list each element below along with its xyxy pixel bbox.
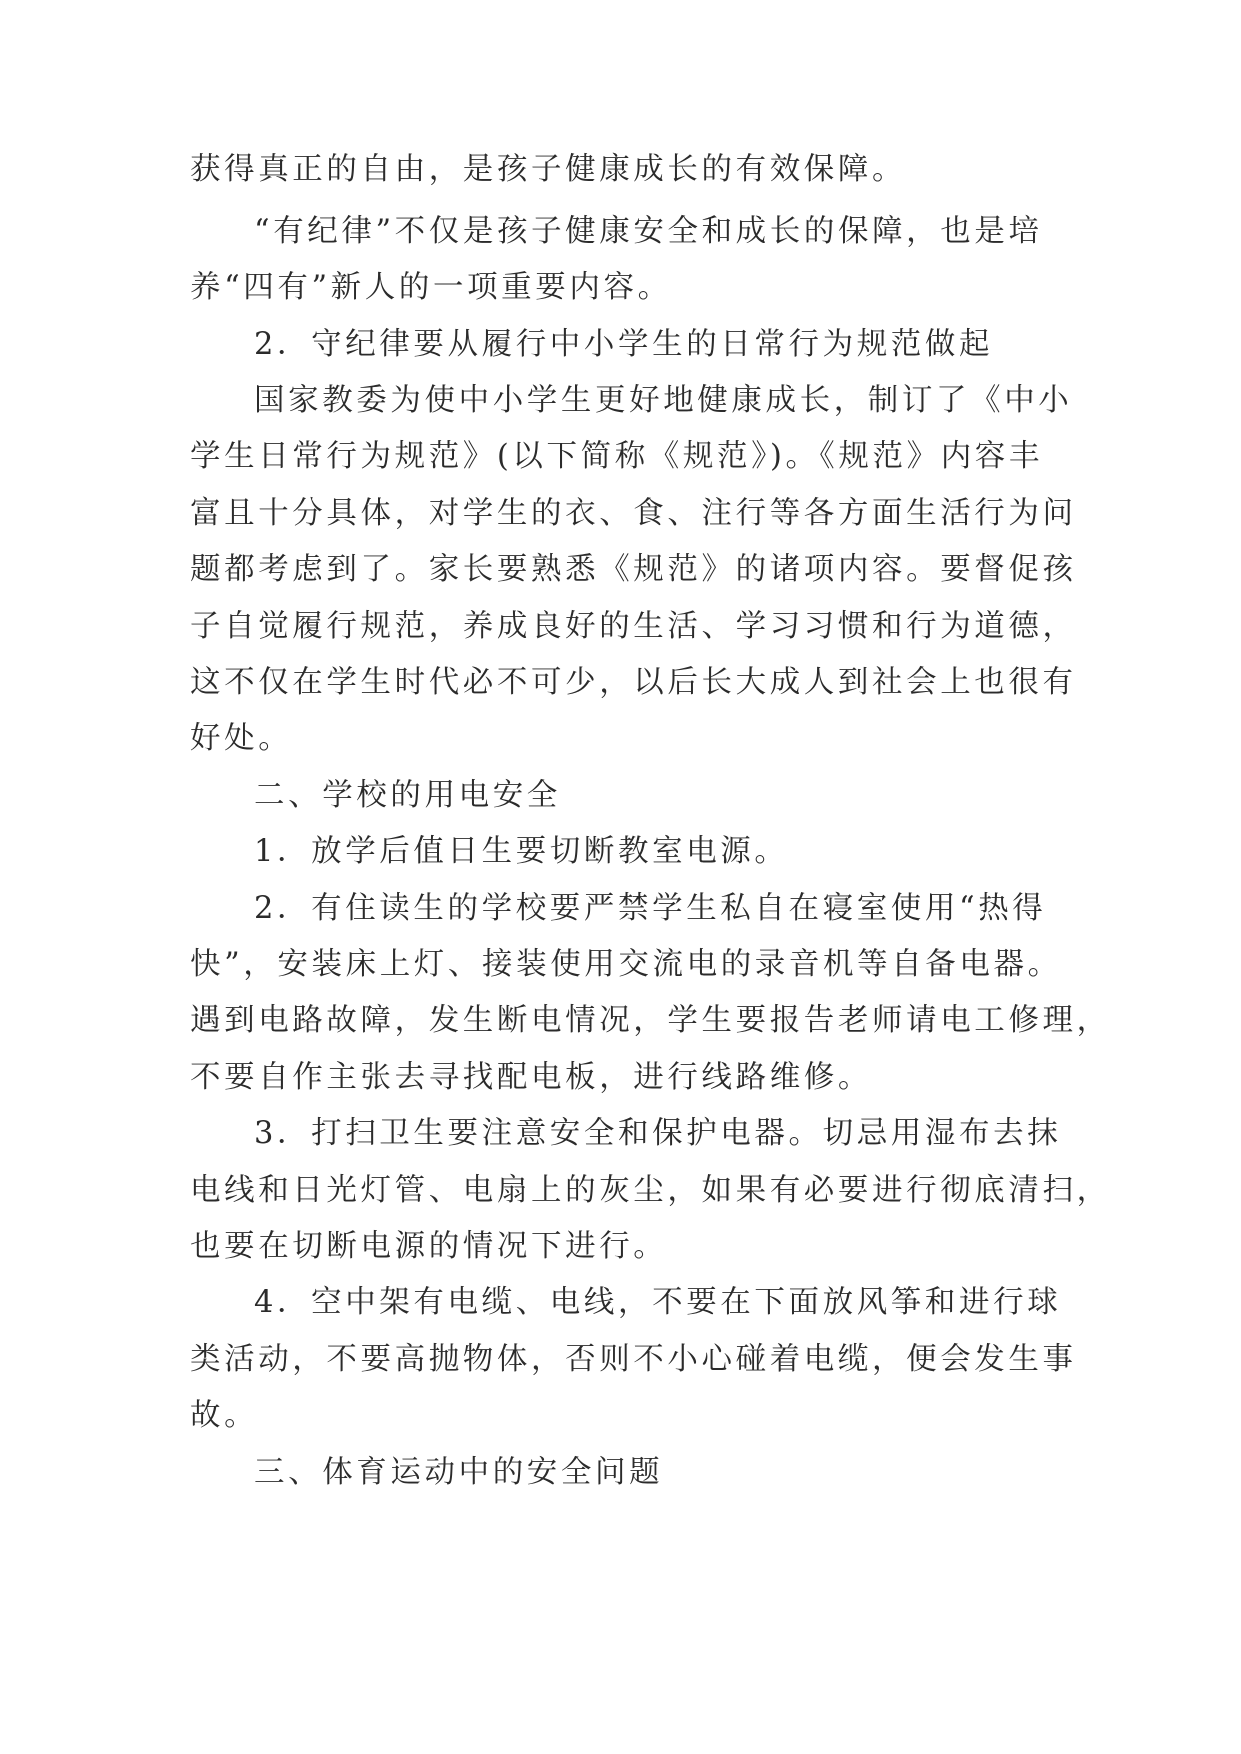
paragraph-start-line: 1．放学后值日生要切断教室电源。 <box>254 834 789 869</box>
text-line: 子自觉履行规范，养成良好的生活、学习习惯和行为道德， <box>190 609 1077 644</box>
section-heading: 二、学校的用电安全 <box>254 778 561 813</box>
paragraph-start-line: “有纪律”不仅是孩子健康安全和成长的保障，也是培 <box>254 214 1043 249</box>
paragraph-start-line: 4．空中架有电缆、电线，不要在下面放风筝和进行球 <box>254 1285 1062 1320</box>
paragraph-start-line: 2．有住读生的学校要严禁学生私自在寝室使用“热得 <box>254 891 1047 926</box>
text-line: 好处。 <box>190 721 293 756</box>
text-line: 获得真正的自由，是孩子健康成长的有效保障。 <box>190 152 907 187</box>
text-line: 类活动，不要高抛物体，否则不小心碰着电缆，便会发生事 <box>190 1342 1077 1377</box>
text-line: 学生日常行为规范》(以下简称《规范》)。《规范》内容丰 <box>190 439 1043 474</box>
text-line: 不要自作主张去寻找配电板，进行线路维修。 <box>190 1060 872 1095</box>
section-heading: 2．守纪律要从履行中小学生的日常行为规范做起 <box>254 327 994 362</box>
section-heading: 三、体育运动中的安全问题 <box>254 1455 664 1490</box>
paragraph-start-line: 国家教委为使中小学生更好地健康成长，制订了《中小 <box>254 383 1073 418</box>
text-line: 富且十分具体，对学生的衣、食、注行等各方面生活行为问 <box>190 496 1077 531</box>
text-line: 也要在切断电源的情况下进行。 <box>190 1229 668 1264</box>
text-line: 题都考虑到了。家长要熟悉《规范》的诸项内容。要督促孩 <box>190 552 1077 587</box>
text-line: 电线和日光灯管、电扇上的灰尘，如果有必要进行彻底清扫， <box>190 1173 1111 1208</box>
text-line: 快”，安装床上灯、接装使用交流电的录音机等自备电器。 <box>190 947 1062 982</box>
text-line: 故。 <box>190 1398 259 1433</box>
text-line: 这不仅在学生时代必不可少，以后长大成人到社会上也很有 <box>190 665 1077 700</box>
text-line: 养“四有”新人的一项重要内容。 <box>190 270 672 305</box>
text-line: 遇到电路故障，发生断电情况，学生要报告老师请电工修理， <box>190 1003 1111 1038</box>
paragraph-start-line: 3．打扫卫生要注意安全和保护电器。切忌用湿布去抹 <box>254 1116 1062 1151</box>
